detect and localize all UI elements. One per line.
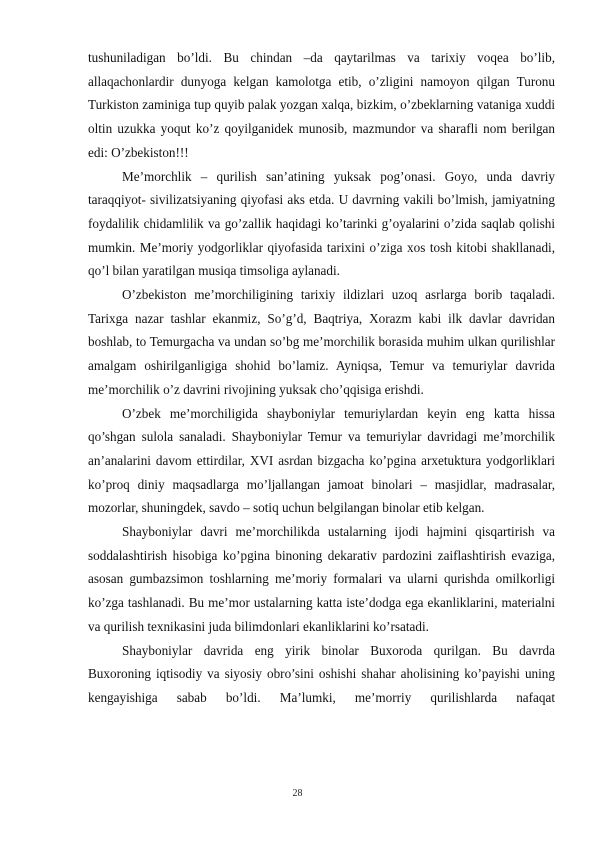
page-number: 28 (292, 788, 303, 799)
paragraph-6: Shayboniylar davrida eng yirik binolar Buxoroda qurilgan. Bu davrda Buxoroning iqtisodiy va siyosiy obro’sini oshishi shahar aholisining ko’payishi uning kengayishiga sabab bo’ldi. Ma’lumki, me’morriy qurilishlarda nafaqat (88, 642, 555, 705)
document-body (88, 46, 555, 710)
paragraph-2: Me’morchlik – qurilish san’atining yuksak pog’onasi. Goyo, unda davriy taraqqiyot- sivilizatsiyaning qiyofasi aks etda. U davrning vakili bo’lmish, jamiyatning foydalilik chidamlilik va go’zallik haqidagi ko’tarinki g’oyalarini o’zida saqlab qolishi mumkin. Me’moriy yodgorliklar qiyofasida tarixini o’ziga xos tosh kitobi shakllanadi, qo’l bilan yaratilgan musiqa timsoliga aylanadi. (88, 168, 555, 279)
paragraph-4: O’zbek me’morchiligida shayboniylar temuriylardan keyin eng katta hissa qo’shgan sulola sanaladi. Shayboniylar Temur va temuriylar davridagi me’morchilik an’analarini davom ettirdilar, XVI asrdan bizgacha ko’pgina arxetuktura yodgorliklari ko’proq diniy maqsadlarga mo’ljallangan jamoat binolari – masjidlar, madrasalar, mozorlar, shuningdek, savdo – sotiq uchun belgilangan binolar etib kelgan. (88, 405, 555, 516)
paragraph-5: Shayboniylar davri me’morchilikda ustalarning ijodi hajmini qisqartirish va soddalashtirish hisobiga ko’pgina binoning dekarativ pardozini zaiflashtirish evaziga, asosan gumbazsimon toshlarning me’moriy formalari va ularni qurishda omilkorligi ko’zga tashlanadi. Bu me’mor ustalarning katta iste’dodga ega ekanliklarini, materialni va qurilish texnikasini juda bilimdonlari ekanliklarini ko’rsatadi. (88, 524, 555, 634)
paragraph-1: tushuniladigan bo’ldi. Bu chindan –da qaytarilmas va tarixiy voqea bo’lib, allaqachonlardir dunyoga kelgan kamolotga etib, o’zligini namoyon qilgan Turonu Turkiston zaminiga tup quyib palak yozgan xalqa, bizkim, o’zbeklarning vataniga xuddi oltin uzukka yoqut ko’z qoyilganidek munosib, mazmundor va sharafli nom berilgan edi: O’zbekiston!!! (88, 50, 555, 160)
paragraph-3: O’zbekiston me’morchiligining tarixiy ildizlari uzoq asrlarga borib taqaladi. Tarixga nazar tashlar ekanmiz, So’g’d, Baqtriya, Xorazm kabi ilk davlar davridan boshlab, to Temurgacha va undan so’bg me’morchilik borasida muhim ulkan qurilishlar amalgam oshirilganligiga shohid bo’lamiz. Ayniqsa, Temur va temuriylar davrida me’morchilik o’z davrini rivojining yuksak cho’qqisiga erishdi. (88, 287, 555, 397)
